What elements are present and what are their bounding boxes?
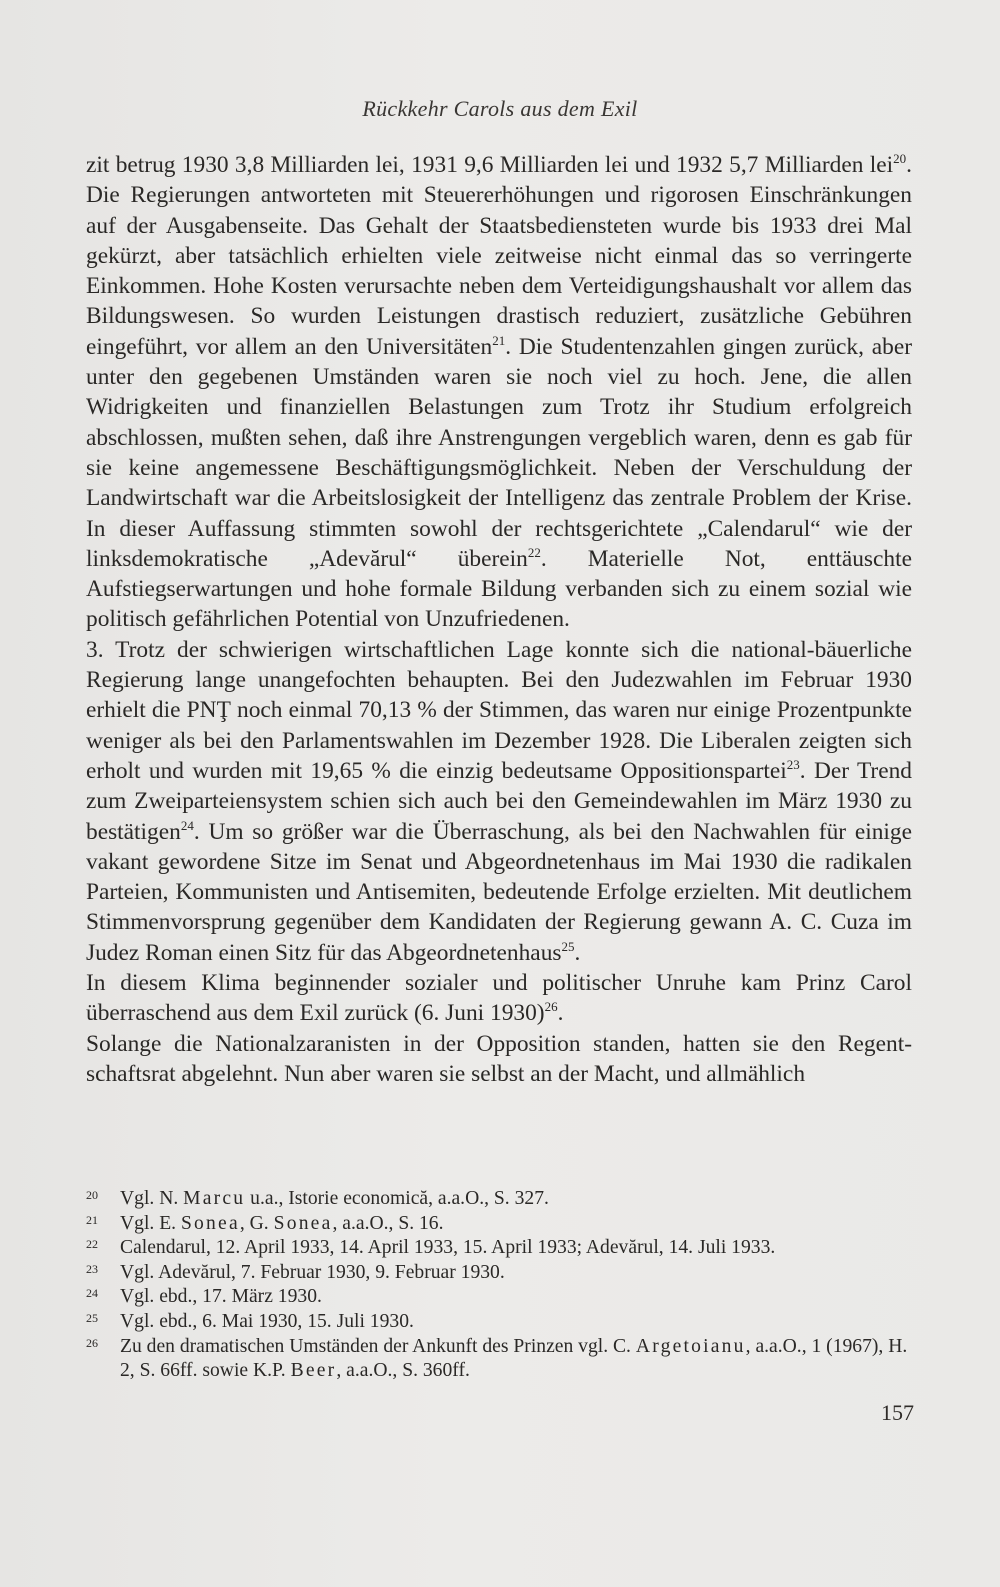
page-number: 157 xyxy=(881,1400,914,1425)
footnote-reference: 22 xyxy=(527,545,541,561)
author-name: Beer xyxy=(290,1360,337,1382)
paragraph-text: In diesem Klima beginnender sozialer und politischer Unruhe kam Prinz Carol überraschend aus dem Exil zurück (6. Juni 1930) xyxy=(86,970,912,1027)
running-head: Rückkehr Carols aus dem Exil xyxy=(362,96,638,121)
footnote-text: , a.a.O., S. 16. xyxy=(332,1212,444,1234)
footnote-text: u.a., Istorie economică, a.a.O., S. 327. xyxy=(245,1188,549,1209)
footnote-reference: 20 xyxy=(893,151,907,167)
footnote xyxy=(86,1187,926,1212)
footnote-text: Vgl. Adevărul, 7. Februar 1930, 9. Februar 1930. xyxy=(120,1261,505,1283)
paragraph-text: zit betrug 1930 3,8 Milliarden lei, 1931 9,6 Milliarden lei und 1932 5,7 Milliarden lei xyxy=(86,152,894,178)
footnote-number: 25 xyxy=(86,1310,98,1325)
footnote xyxy=(86,1310,926,1335)
paragraph-text: . xyxy=(574,939,581,966)
footnote-reference: 21 xyxy=(492,332,506,348)
footnote-number: 26 xyxy=(86,1335,98,1350)
paragraph-text: . Der Trend zum Zweiparteiensystem schien sich auch bei den Gemeindewahlen im März 1930 zu bestätigen xyxy=(86,757,912,845)
footnote xyxy=(86,1285,926,1310)
footnote-number: 23 xyxy=(86,1261,98,1276)
paragraph xyxy=(86,150,912,635)
footnote-text: , a.a.O., 1 (1967), H. 2, S. 66ff. sowie K.P. xyxy=(120,1335,908,1382)
footnote xyxy=(86,1236,926,1261)
body-text xyxy=(86,150,912,1089)
footnote-number: 20 xyxy=(86,1188,98,1202)
author-name: Argetoianu xyxy=(635,1335,746,1357)
footnote-text: Vgl. ebd., 6. Mai 1930, 15. Juli 1930. xyxy=(120,1310,414,1332)
author-name: Sonea xyxy=(273,1212,333,1234)
paragraph-text: . Die Studentenzahlen gingen zurück, aber unter den gegebenen Umständen waren sie noch viel zu hoch. Jene, die allen Widrigkeiten und finanziellen Belastungen zum Trotz ihr Studium erfolgreich abschlossen, mußten sehen, daß ihre Anstrengungen vergeblich waren, denn es gab für sie keine angemessene Beschäftigungsmöglichkeit. Neben der Verschuldung der Landwirtschaft war die Arbeitslosigkeit der Intelligenz das zentrale Problem der Krise. In dieser Auffassung stimmten sowohl der rechtsgerichtete „Calendarul“ wie der linksdemokratische „Adevărul“ überein xyxy=(86,333,913,572)
paragraph-text: . Um so größer war die Überraschung, als bei den Nachwahlen für einige vakant gewordene Sitze im Senat und Abgeordnetenhaus im Mai 1930 die radikalen Parteien, Kommunisten und Antisemiten, bedeutende Erfolge erzielten. Mit deutlichem Stimmenvorsprung gegenüber dem Kandidaten der Regierung gewann A. C. Cuza im Judez Roman einen Sitz für das Abgeordnetenhaus xyxy=(86,818,912,966)
footnote-reference: 26 xyxy=(544,999,558,1015)
footnote-reference: 23 xyxy=(786,757,800,773)
footnotes xyxy=(86,1187,926,1384)
paragraph-text: Solange die Nationalzaranisten in der Opposition standen, hatten sie den Regentschaftsrat abgelehnt. Nun aber waren sie selbst an der Macht, und allmählich xyxy=(86,1030,912,1087)
footnote-number: 21 xyxy=(86,1212,98,1227)
footnote-text: , G. xyxy=(239,1212,274,1234)
paragraph-text: . Materielle Not, enttäuschte Aufstiegserwartungen und hohe formale Bildung verbanden sich zu einem sozial wie politisch gefährlichen Potential von Unzufriedenen. xyxy=(86,545,912,633)
footnote-text: Vgl. ebd., 17. März 1930. xyxy=(120,1286,322,1308)
author-name: Marcu xyxy=(183,1188,246,1209)
footnote-reference: 25 xyxy=(561,938,575,954)
footnote-text: Vgl. N. xyxy=(120,1188,184,1209)
footnote xyxy=(86,1261,926,1286)
footnote-text: , a.a.O., S. 360ff. xyxy=(336,1360,470,1382)
paragraph xyxy=(86,1029,912,1090)
footnote xyxy=(86,1212,926,1237)
paragraph-text: 3. Trotz der schwierigen wirtschaftlichen Lage konnte sich die national-bäuerliche Regierung lange unangefochten behaupten. Bei den Judezwahlen im Februar 1930 erhielt die PNŢ noch einmal 70,13 % der Stimmen, das waren nur einige Prozentpunkte weniger als bei den Parlamentswahlen im Dezember 1928. Die Liberalen zeigten sich erholt und wurden mit 19,65 % die einzig bedeutsame Oppositionspartei xyxy=(86,636,912,784)
footnote-text: Vgl. E. xyxy=(120,1212,181,1234)
footnote-number: 24 xyxy=(86,1286,98,1301)
paragraph xyxy=(86,968,912,1029)
footnote-reference: 24 xyxy=(180,817,194,833)
paragraph-text: . xyxy=(557,1000,564,1027)
paragraph xyxy=(86,635,912,968)
footnote-text: Calendarul, 12. April 1933, 14. April 1933, 15. April 1933; Adevărul, 14. Juli 1933. xyxy=(120,1237,776,1259)
author-name: Sonea xyxy=(180,1212,240,1234)
paragraph-text: . Die Regierungen antworteten mit Steuererhöhungen und rigorosen Einschränkungen auf der Ausgabenseite. Das Gehalt der Staatsbediensteten wurde bis 1933 drei Mal gekürzt, aber tatsächlich erhielten viele zeitweise nicht einmal das so verringerte Einkommen. Hohe Kosten verursachte neben dem Verteidigungshaushalt vor allem das Bildungswesen. So wurden Leistungen drastisch reduziert, zusätzliche Gebühren eingeführt, vor allem an den Universitäten xyxy=(86,152,912,360)
footnote xyxy=(86,1335,926,1384)
footnote-text: Zu den dramatischen Umständen der Ankunft des Prinzen vgl. C. xyxy=(120,1335,636,1357)
footnote-number: 22 xyxy=(86,1237,98,1252)
